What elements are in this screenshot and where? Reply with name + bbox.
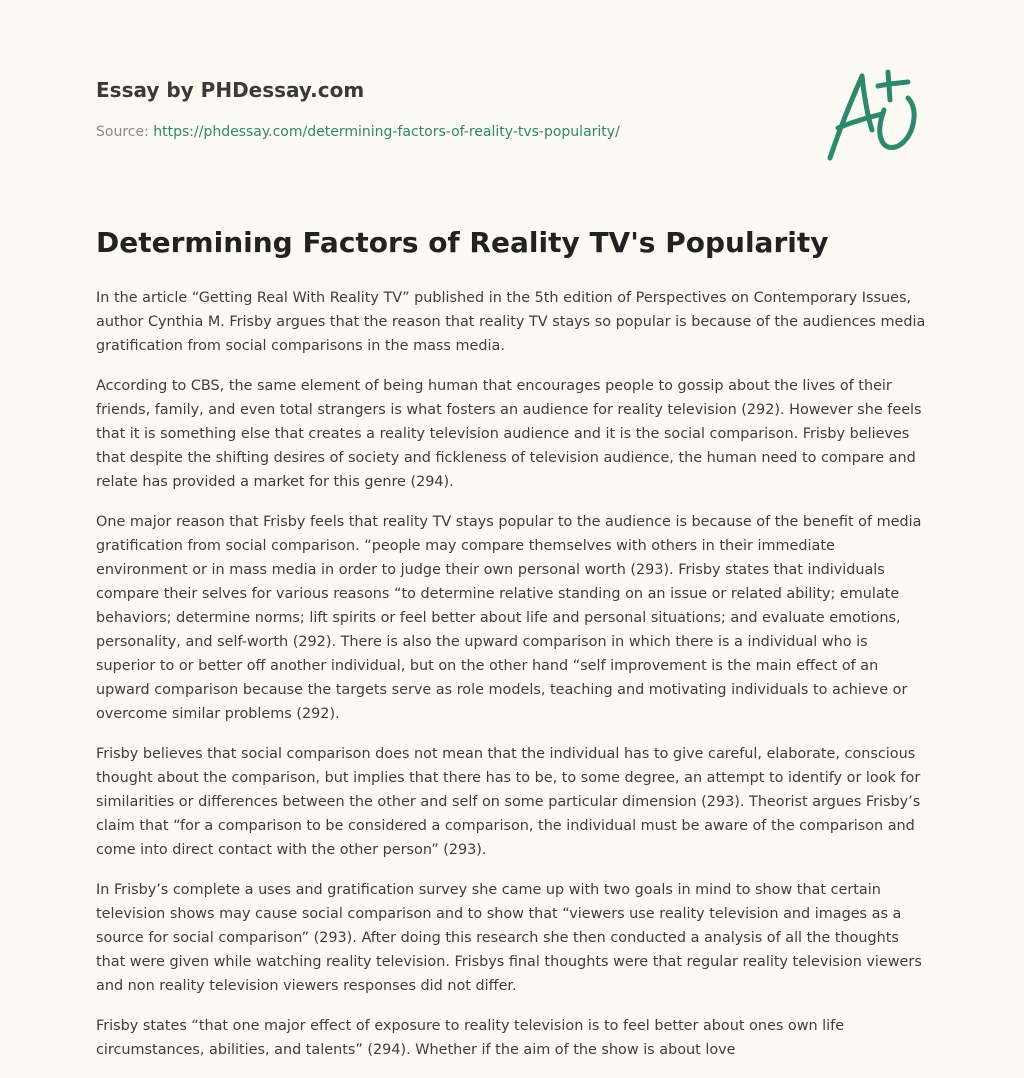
paragraph: According to CBS, the same element of being human that encourages people to gossip about the lives of their friends, family, and even total strangers is what fosters an audience for reality television (292). However she feels that it is something else that creates a reality television audience and it is the social comparison. Frisby believes that despite the shifting desires of society and fickleness of television audience, the human need to compare and relate has provided a market for this genre (294). — [96, 378, 922, 490]
a-plus-logo-icon — [826, 68, 926, 162]
source-link[interactable]: https://phdessay.com/determining-factors-of-reality-tvs-popularity/ — [153, 124, 620, 140]
paragraph: One major reason that Frisby feels that reality TV stays popular to the audience is because of the benefit of media gratification from social comparison. “people may compare themselves with others in their immediate environment or in mass media in order to judge their own personal worth (293). Frisby states that individuals compare their selves for various reasons “to determine relative standing on an issue or related ability; emulate behaviors; determine norms; lift spirits or feel better about life and personal situations; and evaluate emotions, personality, and self-worth (292). There is also the upward comparison in which there is a individual who is superior to or better off another individual, but on the other hand “self improvement is the main effect of an upward comparison because the targets serve as role models, teaching and motivating individuals to achieve or overcome similar problems (292). — [96, 514, 922, 722]
source-line — [96, 124, 620, 140]
paragraph: Frisby believes that social comparison does not mean that the individual has to give careful, elaborate, conscious thought about the comparison, but implies that there has to be, to some degree, an attempt to identify or look for similarities or differences between the other and self on some particular dimension (293). Theorist argues Frisby’s claim that “for a comparison to be considered a comparison, the individual must be aware of the comparison and come into direct contact with the other person” (293). — [96, 746, 921, 858]
article-title: Determining Factors of Reality TV's Popularity — [96, 226, 829, 259]
source-label: Source: — [96, 124, 154, 140]
paragraph: In Frisby’s complete a uses and gratification survey she came up with two goals in mind to show that certain television shows may cause social comparison and to show that “viewers use reality television and images as a source for social comparison” (293). After doing this research she then conducted a analysis of all the thoughts that were given while watching reality television. Frisbys final thoughts were that regular reality television viewers and non reality television viewers responses did not differ. — [96, 882, 922, 994]
article-body — [96, 286, 928, 1078]
paragraph: Frisby states “that one major effect of exposure to reality television is to feel better about ones own life circumstances, abilities, and talents” (294). Whether if the aim of the show is about love — [96, 1018, 845, 1058]
site-brand: Essay by PHDessay.com — [96, 78, 365, 102]
paragraph: In the article “Getting Real With Reality TV” published in the 5th edition of Perspectives on Contemporary Issues, author Cynthia M. Frisby argues that the reason that reality TV stays so popular is because of the audiences media gratification from social comparisons in the mass media. — [96, 290, 926, 354]
